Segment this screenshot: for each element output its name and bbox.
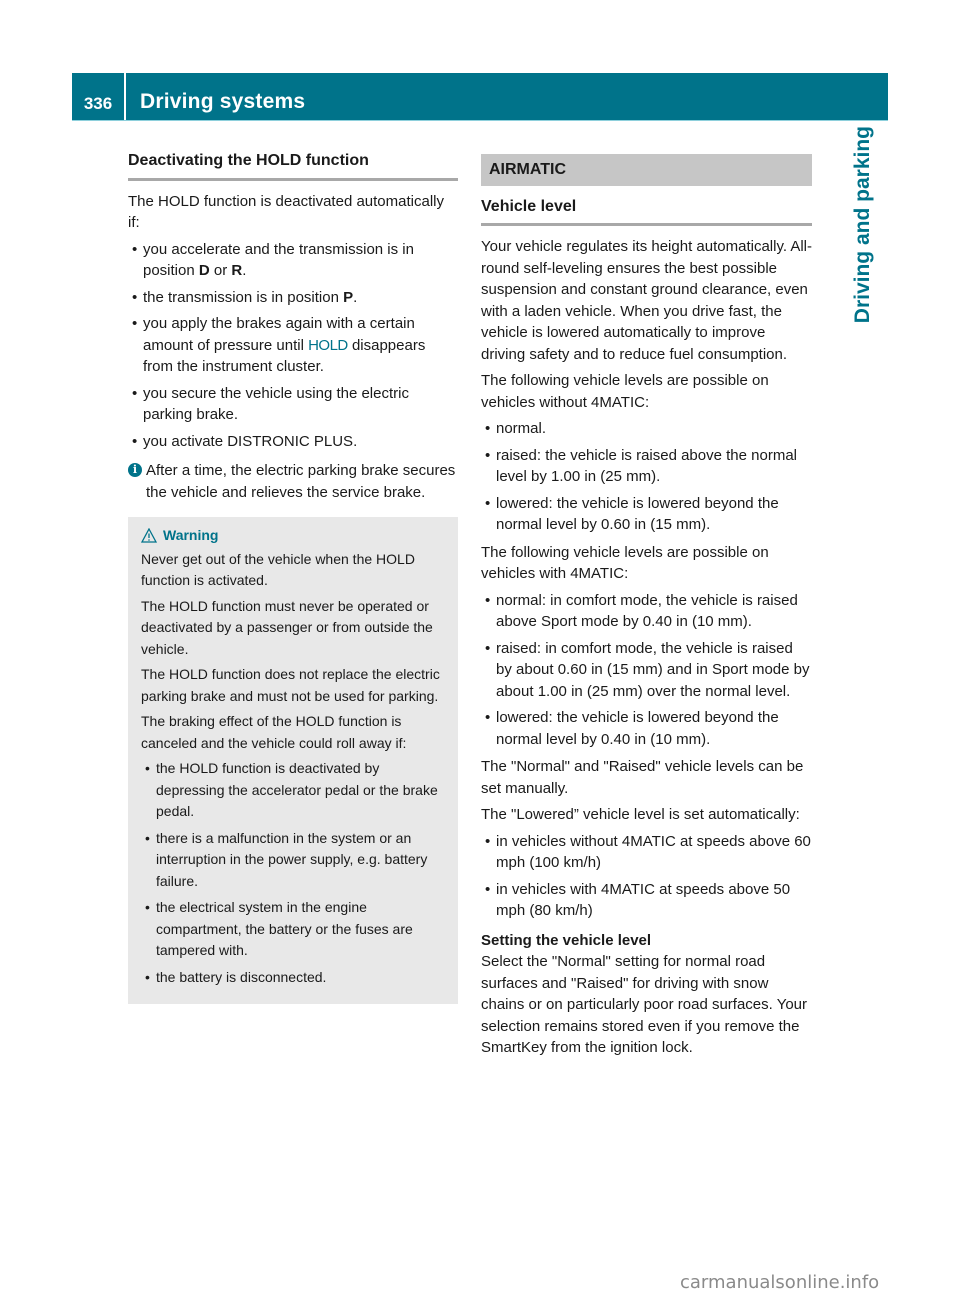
subsection-heading-vehicle-level: Vehicle level	[481, 196, 812, 227]
info-icon: i	[128, 463, 142, 477]
warning-list	[141, 758, 450, 988]
right-column	[481, 150, 812, 1064]
vehicle-level-intro: Your vehicle regulates its height automatically. All-round self-leveling ensures the best possible suspension and constant ground clearance, even with a laden vehicle. When you drive fast, the vehicle is lowered automatically to improve driving safety and to reduce fuel consumption.	[481, 238, 813, 363]
manual-note: The "Normal" and "Raised" vehicle levels can be set manually.	[481, 758, 804, 797]
list-item: • you apply the brakes again with a certain amount of pressure until HOLD disappears from the instrument cluster.	[128, 313, 458, 378]
warning-paragraph: The HOLD function must never be operated or deactivated by a passenger or from outside the vehicle.	[141, 597, 433, 657]
setting-text: Select the "Normal" setting for normal road surfaces and "Raised" for driving with snow chains or on particularly poor road surfaces. Your selection remains stored even if you remove the SmartKey from the ignition lock.	[481, 953, 808, 1056]
list-item: • normal.	[481, 418, 812, 440]
warning-triangle-icon	[141, 528, 157, 543]
lowered-conditions-list	[481, 831, 812, 922]
list-item: • you activate DISTRONIC PLUS.	[128, 431, 458, 453]
list-item: • in vehicles without 4MATIC at speeds above 60 mph (100 km/h)	[481, 831, 812, 874]
list-item: • the battery is disconnected.	[141, 967, 450, 989]
list-item: • in vehicles with 4MATIC at speeds above 50 mph (80 km/h)	[481, 879, 812, 922]
without-4matic-list	[481, 418, 812, 536]
list-item: • raised: in comfort mode, the vehicle is raised by about 0.60 in (15 mm) and in Sport mode by about 1.00 in (25 mm) over the normal level.	[481, 638, 812, 703]
section-side-tab	[838, 122, 888, 442]
list-item: • you accelerate and the transmission is in position D or R.	[128, 239, 458, 282]
with-4matic-list	[481, 590, 812, 751]
side-tab-label: Driving and parking	[851, 126, 874, 324]
watermark: carmanualsonline.info	[680, 1272, 880, 1293]
list-item: • there is a malfunction in the system or an interruption in the power supply, e.g. battery failure.	[141, 828, 450, 893]
with-4matic-intro: The following vehicle levels are possible on vehicles with 4MATIC:	[481, 543, 769, 582]
setting-heading: Setting the vehicle level	[481, 931, 652, 949]
chapter-title: Driving systems	[140, 90, 306, 113]
list-item: • the HOLD function is deactivated by depressing the accelerator pedal or the brake pedal.	[141, 758, 450, 823]
warning-box	[128, 517, 458, 1004]
page-header	[72, 73, 888, 121]
section-heading-airmatic: AIRMATIC	[481, 154, 812, 186]
warning-paragraph: The braking effect of the HOLD function is canceled and the vehicle could roll away if:	[141, 713, 407, 751]
list-item: • lowered: the vehicle is lowered beyond the normal level by 0.60 in (15 mm).	[481, 493, 812, 536]
section-heading-hold: Deactivating the HOLD function	[128, 150, 458, 181]
lowered-note: The "Lowered” vehicle level is set automatically:	[481, 806, 800, 823]
hold-intro: The HOLD function is deactivated automatically if:	[128, 192, 444, 231]
hold-deactivation-list	[128, 239, 458, 453]
info-note	[128, 460, 458, 503]
info-text: After a time, the electric parking brake secures the vehicle and relieves the service brake.	[146, 462, 456, 501]
list-item: • the electrical system in the engine compartment, the battery or the fuses are tampered with.	[141, 897, 450, 962]
list-item: • you secure the vehicle using the electric parking brake.	[128, 383, 458, 426]
warning-title: Warning	[141, 525, 450, 547]
page-number: 336	[72, 73, 126, 120]
without-4matic-intro: The following vehicle levels are possible on vehicles without 4MATIC:	[481, 372, 769, 411]
warning-paragraph: Never get out of the vehicle when the HOLD function is activated.	[141, 550, 415, 588]
list-item: • lowered: the vehicle is lowered beyond the normal level by 0.40 in (10 mm).	[481, 707, 812, 750]
list-item: • the transmission is in position P.	[128, 287, 458, 309]
list-item: • normal: in comfort mode, the vehicle is raised above Sport mode by 0.40 in (10 mm).	[481, 590, 812, 633]
warning-paragraph: The HOLD function does not replace the electric parking brake and must not be used for parking.	[141, 666, 440, 704]
list-item: • raised: the vehicle is raised above the normal level by 1.00 in (25 mm).	[481, 445, 812, 488]
left-column	[128, 150, 458, 1004]
hold-display-text: HOLD	[308, 336, 348, 354]
